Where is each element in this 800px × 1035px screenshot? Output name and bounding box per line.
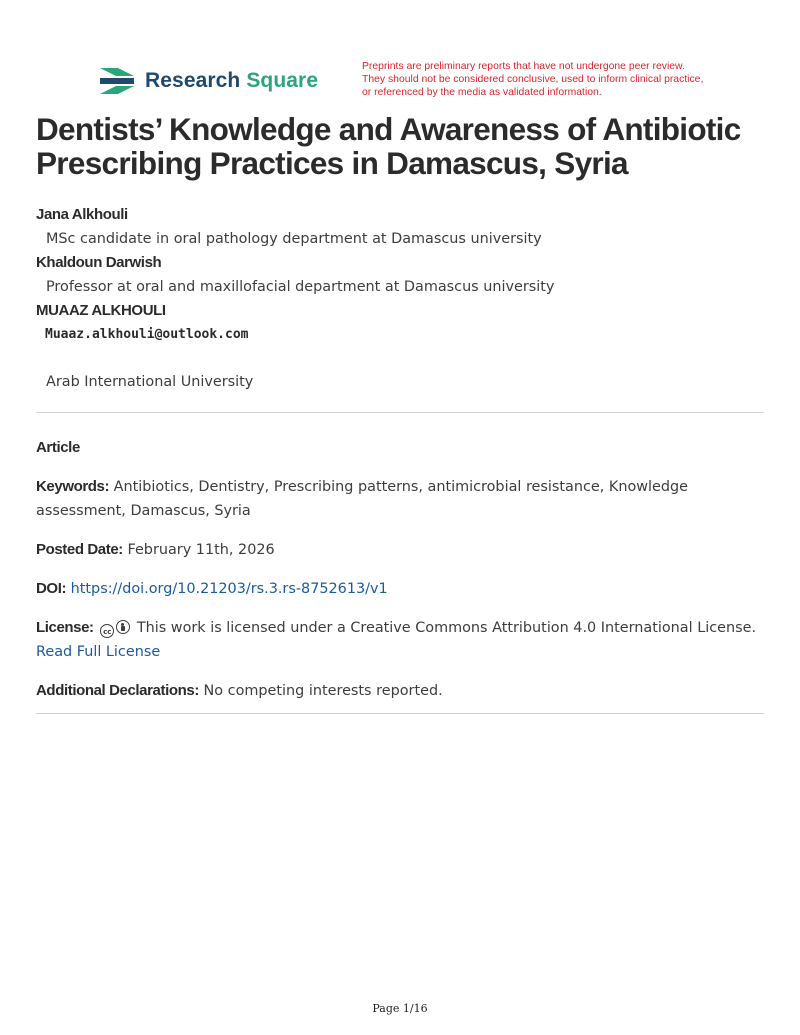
keywords-section [36,475,764,523]
author-affiliation: Arab International University [46,374,254,390]
author-email[interactable]: Muaaz.alkhouli@outlook.com [45,327,249,342]
disclaimer-line: They should not be considered conclusive, used to inform clinical practice, [362,74,704,86]
article-type-label: Article [36,439,80,456]
logo-wordmark: Research Square [145,69,319,92]
read-full-license-link[interactable]: Read Full License [36,644,161,660]
posted-date-value: February 11th, 2026 [127,542,275,558]
page-header [0,0,800,110]
declarations-section [36,679,764,703]
page-number: Page 1/16 [372,1002,428,1015]
author-affiliation: Professor at oral and maxillofacial department at Damascus university [46,279,555,295]
keywords-value: Antibiotics, Dentistry, Prescribing patterns, antimicrobial resistance, Knowledge assessment, Damascus, Syria [36,479,689,519]
author-affiliation: MSc candidate in oral pathology department at Damascus university [46,231,542,247]
author-name: Khaldoun Darwish [36,254,162,271]
doi-label: DOI: [36,580,67,597]
declarations-label: Additional Declarations: [36,682,199,699]
declarations-value: No competing interests reported. [203,683,443,699]
license-label: License: [36,619,94,636]
creative-commons-icon: cc [100,624,114,638]
author-list [36,205,764,396]
doi-section [36,577,764,601]
divider [36,412,764,413]
preprint-disclaimer [362,60,782,100]
research-square-logo-icon [98,64,136,98]
author-name: MUAAZ ALKHOULI [36,302,166,319]
attribution-icon [116,620,130,634]
posted-date-label: Posted Date: [36,541,123,558]
research-square-logo[interactable] [98,64,318,98]
divider [36,713,764,714]
disclaimer-line: or referenced by the media as validated information. [362,87,602,99]
keywords-label: Keywords: [36,478,110,495]
license-text: This work is licensed under a Creative Commons Attribution 4.0 International License. [136,620,757,636]
article-type [36,436,764,460]
doi-link[interactable]: https://doi.org/10.21203/rs.3.rs-8752613/v1 [70,581,388,597]
author-name: Jana Alkhouli [36,206,128,223]
disclaimer-line: Preprints are preliminary reports that have not undergone peer review. [362,61,685,72]
license-section [36,616,764,664]
posted-date-section [36,538,764,562]
article-title: Dentists’ Knowledge and Awareness of Antibiotic Prescribing Practices in Damascus, Syria [36,111,741,181]
